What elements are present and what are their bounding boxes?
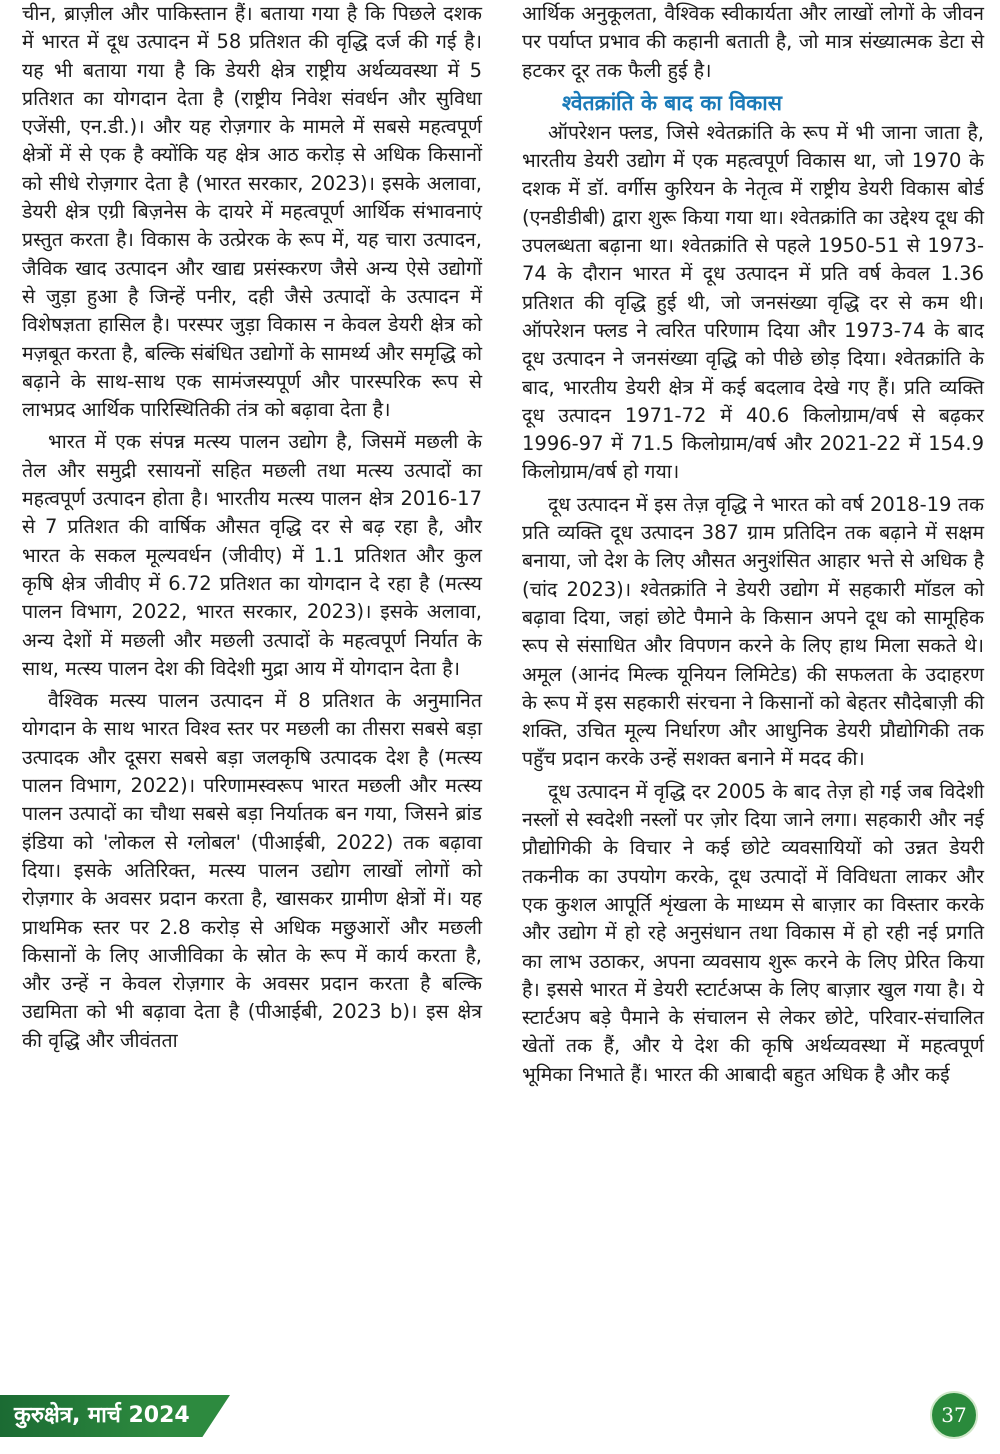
paragraph-milk-growth: दूध उत्पादन में इस तेज़ वृद्धि ने भारत को वर्ष 2018-19 तक प्रति व्यक्ति दूध उत्पादन 387 ग्राम प्रतिदिन तक बढ़ाने में सक्षम बनाया, जो देश के लिए औसत अनुशंसित आहार भत्ते से अधिक है (चांद 2023)। श्वेतक्रांति ने डेयरी उद्योग में सहकारी मॉडल को बढ़ावा दिया, जहां छोटे पैमाने के किसान अपने दूध को सामूहिक रूप से संसाधित और विपणन करने के लिए हाथ मिला सकते थे। अमूल (आनंद मिल्क यूनियन लिमिटेड) की सफलता के उदाहरण के रूप में इस सहकारी संरचना ने किसानों को बेहतर सौदेबाज़ी की शक्ति, उचित मूल्य निर्धारण और आधुनिक डेयरी प्रौद्योगिकी तक पहुँच प्रदान करके उन्हें सशक्त बनाने में मदद की। bbox=[522, 492, 984, 771]
section-heading: श्वेतक्रांति के बाद का विकास bbox=[562, 90, 782, 115]
right-column bbox=[522, 0, 984, 1093]
paragraph-global-fisheries: वैश्विक मत्स्य पालन उत्पादन में 8 प्रतिशत के अनुमानित योगदान के साथ भारत विश्व स्तर पर मछली का तीसरा सबसे बड़ा उत्पादक और दूसरा सबसे बड़ा जलकृषि उत्पादक देश है (मत्स्य पालन विभाग, 2022)। परिणामस्वरूप भारत मछली और मत्स्य पालन उत्पादों का चौथा सबसे बड़ा निर्यातक बन गया, जिसने ब्रांड इंडिया को 'लोकल से ग्लोबल' (पीआईबी, 2022) तक बढ़ावा दिया। इसके अतिरिक्त, मत्स्य पालन उद्योग लाखों लोगों को रोज़गार के अवसर प्रदान करता है, खासकर ग्रामीण क्षेत्रों में। यह प्राथमिक स्तर पर 2.8 करोड़ से अधिक मछुआरों और मछली किसानों के लिए आजीविका के स्रोत के रूप में कार्य करता है, और उन्हें न केवल रोज़गार के अवसर प्रदान करता है बल्कि उद्यमिता को भी बढ़ावा देता है (पीआईबी, 2023 b)। इस क्षेत्र की वृद्धि और जीवंतता bbox=[22, 689, 482, 1052]
paragraph-continuation: आर्थिक अनुकूलता, वैश्विक स्वीकार्यता और लाखों लोगों के जीवन पर पर्याप्त प्रभाव की कहानी बताती है, जो मात्र संख्यात्मक डेटा से हटकर दूर तक फैली हुई है। bbox=[522, 2, 984, 82]
publication-title: कुरुक्षेत्र, मार्च 2024 bbox=[14, 1403, 190, 1428]
page-footer bbox=[0, 1385, 1000, 1454]
left-column bbox=[22, 0, 482, 1059]
paragraph-fisheries-industry: भारत में एक संपन्न मत्स्य पालन उद्योग है, जिसमें मछली के तेल और समुद्री रसायनों सहित मछली तथा मत्स्य उत्पादों का महत्वपूर्ण उत्पादन होता है। भारतीय मत्स्य पालन क्षेत्र 2016-17 से 7 प्रतिशत की वार्षिक औसत वृद्धि दर से बढ़ रहा है, और भारत के सकल मूल्यवर्धन (जीवीए) में 1.1 प्रतिशत और कुल कृषि क्षेत्र जीवीए में 6.72 प्रतिशत का योगदान दे रहा है (मत्स्य पालन विभाग, 2022, भारत सरकार, 2023)। इसके अलावा, अन्य देशों में मछली और मछली उत्पादों के महत्वपूर्ण निर्यात के साथ, मत्स्य पालन देश की विदेशी मुद्रा आय में योगदान देता है। bbox=[22, 430, 482, 680]
paragraph-dairy-economy: चीन, ब्राज़ील और पाकिस्तान हैं। बताया गया है कि पिछले दशक में भारत में दूध उत्पादन में 58 प्रतिशत की वृद्धि दर्ज की गई है। यह भी बताया गया है कि डेयरी क्षेत्र राष्ट्रीय अर्थव्यवस्था में 5 प्रतिशत का योगदान देता है (राष्ट्रीय निवेश संवर्धन और सुविधा एजेंसी, एन.डी.)। और यह रोज़गार के मामले में सबसे महत्वपूर्ण क्षेत्रों में से एक है क्योंकि यह क्षेत्र आठ करोड़ से अधिक किसानों को सीधे रोज़गार देता है (भारत सरकार, 2023)। इसके अलावा, डेयरी क्षेत्र एग्री बिज़नेस के दायरे में महत्वपूर्ण आर्थिक संभावनाएं प्रस्तुत करता है। विकास के उत्प्रेरक के रूप में, यह चारा उत्पादन, जैविक खाद उत्पादन और खाद्य प्रसंस्करण जैसे अन्य ऐसे उद्योगों से जुड़ा हुआ है जिन्हें पनीर, दही जैसे उत्पादों के उत्पादन में विशेषज्ञता हासिल है। परस्पर जुड़ा विकास न केवल डेयरी क्षेत्र को मज़बूत करता है, बल्कि संबंधित उद्योगों के सामर्थ्य और समृद्धि को बढ़ाने के साथ-साथ एक सामंजस्यपूर्ण और पारस्परिक रूप से लाभप्रद आर्थिक पारिस्थितिकी तंत्र को बढ़ावा देता है। bbox=[22, 2, 482, 422]
page-number-badge: 37 bbox=[930, 1391, 978, 1439]
paragraph-operation-flood: ऑपरेशन फ्लड, जिसे श्वेतक्रांति के रूप में भी जाना जाता है, भारतीय डेयरी उद्योग में एक महत्वपूर्ण विकास था, जो 1970 के दशक में डॉ. वर्गीस कुरियन के नेतृत्व में राष्ट्रीय डेयरी विकास बोर्ड (एनडीडीबी) द्वारा शुरू किया गया था। श्वेतक्रांति का उद्देश्य दूध की उपलब्धता बढ़ाना था। श्वेतक्रांति से पहले 1950-51 से 1973-74 के दौरान भारत में दूध उत्पादन में प्रति वर्ष केवल 1.36 प्रतिशत की वृद्धि हुई थी, जो जनसंख्या वृद्धि दर से कम थी। ऑपरेशन फ्लड ने त्वरित परिणाम दिया और 1973-74 के बाद दूध उत्पादन ने जनसंख्या वृद्धि को पीछे छोड़ दिया। श्वेतक्रांति के बाद, भारतीय डेयरी क्षेत्र में कई बदलाव देखे गए हैं। प्रति व्यक्ति दूध उत्पादन 1971-72 में 40.6 किलोग्राम/वर्ष से बढ़कर 1996-97 में 71.5 किलोग्राम/वर्ष और 2021-22 में 154.9 किलोग्राम/वर्ष हो गया। bbox=[522, 120, 984, 484]
paragraph-dairy-startups: दूध उत्पादन में वृद्धि दर 2005 के बाद तेज़ हो गई जब विदेशी नस्लों से स्वदेशी नस्लों पर ज़ोर दिया जाने लगा। सहकारी और नई प्रौद्योगिकी के विचार ने कई छोटे व्यवसायियों को उन्नत डेयरी तकनीक का उपयोग करके, दूध उत्पादों में विविधता लाकर और एक कुशल आपूर्ति शृंखला के माध्यम से बाज़ार का विस्तार करके और उद्योग में हो रहे अनुसंधान तथा विकास में हो रही नई प्रगति का लाभ उठाकर, अपना व्यवसाय शुरू करने के लिए प्रेरित किया है। इससे भारत में डेयरी स्टार्टअप्स के लिए बाज़ार खुल गया है। ये स्टार्टअप बड़े पैमाने के संचालन से लेकर छोटे, परिवार-संचालित खेतों तक हैं, और ये देश की कृषि अर्थव्यवस्था में महत्वपूर्ण भूमिका निभाते हैं। भारत की आबादी बहुत अधिक है और कई bbox=[522, 779, 984, 1086]
